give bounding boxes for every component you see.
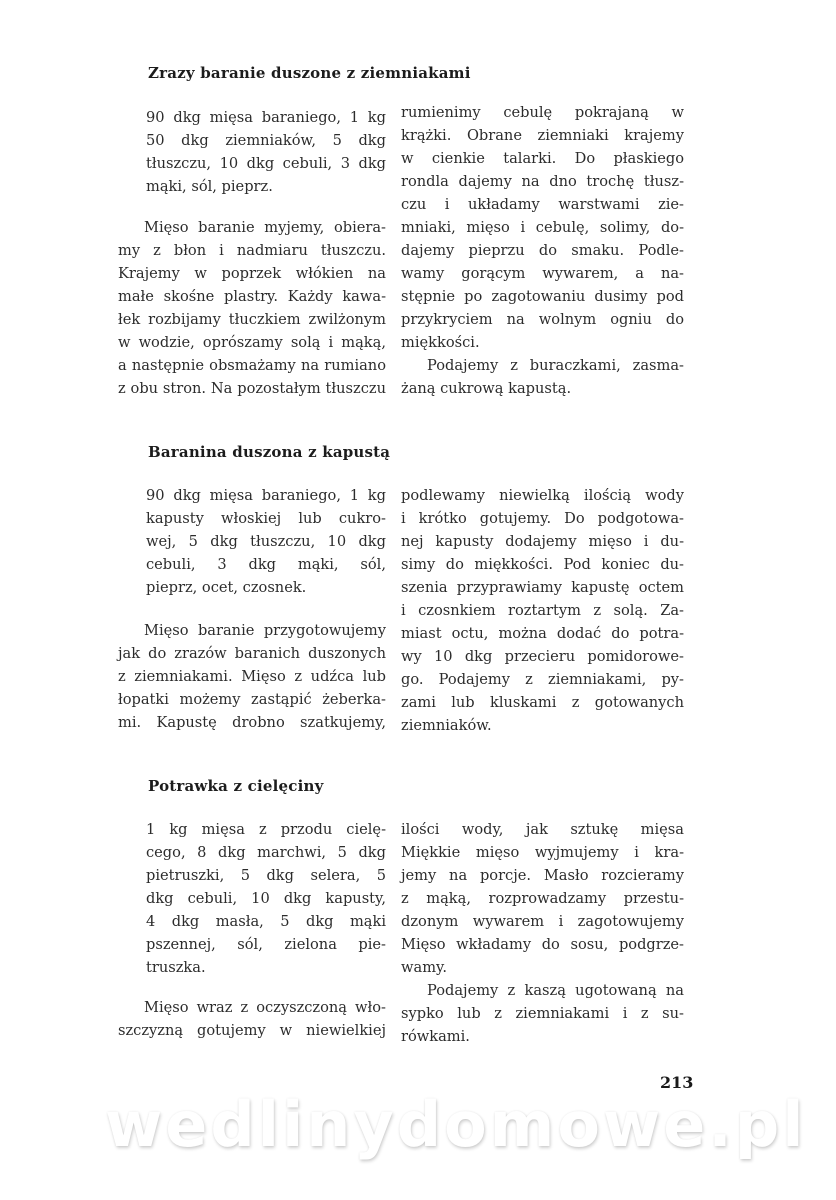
ingredient-line: 50 dkg ziemniaków, 5 dkg xyxy=(146,132,386,149)
recipe-title: Zrazy baranie duszone z ziemniakami xyxy=(148,64,471,82)
ingredient-line: dkg cebuli, 10 dkg kapusty, xyxy=(146,890,386,907)
text-line: simy do miękkości. Pod koniec du- xyxy=(401,556,684,573)
text-line: krążki. Obrane ziemniaki krajemy xyxy=(401,127,684,144)
text-line: szenia przyprawiamy kapustę octem xyxy=(401,579,684,596)
text-line: mniaki, mięso i cebulę, solimy, do- xyxy=(401,219,684,236)
text-line: z obu stron. Na pozostałym tłuszczu xyxy=(118,380,386,397)
page-number: 213 xyxy=(660,1073,694,1092)
text-line: wamy. xyxy=(401,959,447,976)
ingredient-line: cego, 8 dkg marchwi, 5 dkg xyxy=(146,844,386,861)
left-body-text xyxy=(118,216,386,400)
ingredient-line: 1 kg mięsa z przodu cielę- xyxy=(146,821,386,838)
right-body-text xyxy=(401,818,684,1048)
text-line: czu i układamy warstwami zie- xyxy=(401,196,684,213)
text-line: jemy na porcje. Masło rozcieramy xyxy=(401,867,684,884)
text-line: z ziemniakami. Mięso z udźca lub xyxy=(118,668,386,685)
text-line: rówkami. xyxy=(401,1028,470,1045)
recipe-title: Potrawka z cielęciny xyxy=(148,777,324,795)
ingredient-line: cebuli, 3 dkg mąki, sól, xyxy=(146,556,386,573)
ingredients-block xyxy=(146,106,386,198)
text-line: miast octu, można dodać do potra- xyxy=(401,625,684,642)
text-line: Mięso wraz z oczyszczoną wło- xyxy=(144,999,386,1016)
text-line: dajemy pieprzu do smaku. Podle- xyxy=(401,242,684,259)
text-line: szczyzną gotujemy w niewielkiej xyxy=(118,1022,386,1039)
text-line: rumienimy cebulę pokrajaną w xyxy=(401,104,684,121)
left-body-text xyxy=(118,996,386,1042)
text-line: Miękkie mięso wyjmujemy i kra- xyxy=(401,844,684,861)
text-line: jak do zrazów baranich duszonych xyxy=(118,645,386,662)
text-line: i krótko gotujemy. Do podgotowa- xyxy=(401,510,684,527)
text-line: go. Podajemy z ziemniakami, py- xyxy=(401,671,684,688)
left-body-text xyxy=(118,619,386,734)
text-line: i czosnkiem roztartym z solą. Za- xyxy=(401,602,684,619)
right-body-text xyxy=(401,484,684,737)
text-line: a następnie obsmażamy na rumiano xyxy=(118,357,386,374)
text-line: łek rozbijamy tłuczkiem zwilżonym xyxy=(118,311,386,328)
text-line: małe skośne plastry. Każdy kawa- xyxy=(118,288,386,305)
text-line: wy 10 dkg przecieru pomidorowe- xyxy=(401,648,684,665)
ingredient-line: tłuszczu, 10 dkg cebuli, 3 dkg xyxy=(146,155,386,172)
text-line: Mięso wkładamy do sosu, podgrze- xyxy=(401,936,684,953)
text-line: Krajemy w poprzek włókien na xyxy=(118,265,386,282)
text-line: Mięso baranie przygotowujemy xyxy=(144,622,386,639)
text-line: ilości wody, jak sztukę mięsa xyxy=(401,821,684,838)
ingredient-line: truszka. xyxy=(146,959,206,976)
text-line: wamy gorącym wywarem, a na- xyxy=(401,265,684,282)
ingredient-line: pietruszki, 5 dkg selera, 5 xyxy=(146,867,386,884)
ingredient-line: mąki, sól, pieprz. xyxy=(146,178,273,195)
ingredient-line: kapusty włoskiej lub cukro- xyxy=(146,510,386,527)
text-line: w wodzie, oprószamy solą i mąką, xyxy=(118,334,386,351)
text-line: stępnie po zagotowaniu dusimy pod xyxy=(401,288,684,305)
text-line: podlewamy niewielką ilością wody xyxy=(401,487,684,504)
ingredient-line: pieprz, ocet, czosnek. xyxy=(146,579,307,596)
text-line: zami lub kluskami z gotowanych xyxy=(401,694,684,711)
text-line: mi. Kapustę drobno szatkujemy, xyxy=(118,714,386,731)
text-line: dzonym wywarem i zagotowujemy xyxy=(401,913,684,930)
ingredient-line: pszennej, sól, zielona pie- xyxy=(146,936,386,953)
ingredients-block xyxy=(146,484,386,599)
text-line: Mięso baranie myjemy, obiera- xyxy=(144,219,386,236)
text-line: miękkości. xyxy=(401,334,480,351)
ingredients-block xyxy=(146,818,386,979)
text-line: my z błon i nadmiaru tłuszczu. xyxy=(118,242,386,259)
ingredient-line: 90 dkg mięsa baraniego, 1 kg xyxy=(146,109,386,126)
text-line: nej kapusty dodajemy mięso i du- xyxy=(401,533,684,550)
text-line: z mąką, rozprowadzamy przestu- xyxy=(401,890,684,907)
text-line: rondla dajemy na dno trochę tłusz- xyxy=(401,173,684,190)
text-line: Podajemy z kaszą ugotowaną na xyxy=(427,982,684,999)
text-line: sypko lub z ziemniakami i z su- xyxy=(401,1005,684,1022)
ingredient-line: 4 dkg masła, 5 dkg mąki xyxy=(146,913,386,930)
text-line: przykryciem na wolnym ogniu do xyxy=(401,311,684,328)
text-line: żaną cukrową kapustą. xyxy=(401,380,572,397)
watermark: wedlinydomowe.pl xyxy=(105,1088,807,1161)
text-line: ziemniaków. xyxy=(401,717,492,734)
text-line: w cienkie talarki. Do płaskiego xyxy=(401,150,684,167)
recipe-title: Baranina duszona z kapustą xyxy=(148,443,391,461)
text-line: Podajemy z buraczkami, zasma- xyxy=(427,357,684,374)
right-body-text xyxy=(401,101,684,400)
ingredient-line: wej, 5 dkg tłuszczu, 10 dkg xyxy=(146,533,386,550)
text-line: łopatki możemy zastąpić żeberka- xyxy=(118,691,386,708)
ingredient-line: 90 dkg mięsa baraniego, 1 kg xyxy=(146,487,386,504)
